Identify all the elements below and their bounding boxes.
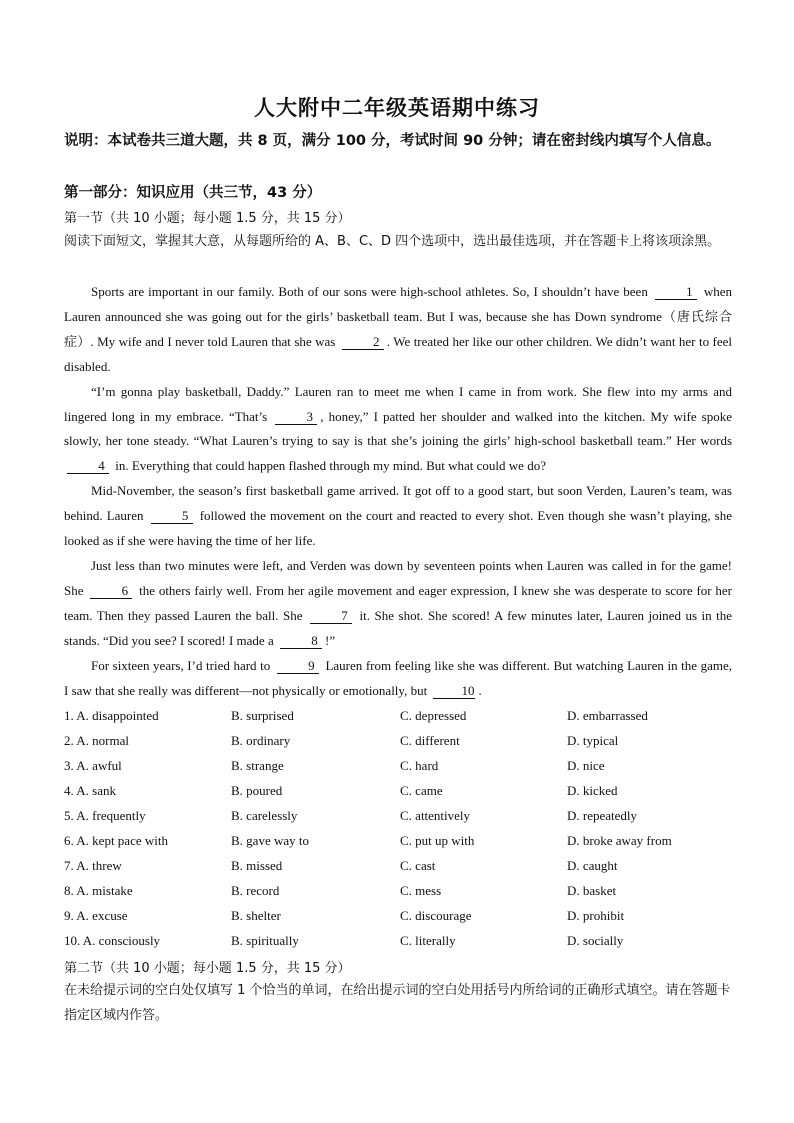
option-a: 5. A. frequently	[64, 807, 146, 823]
option-a: 7. A. threw	[64, 857, 122, 873]
option-row	[64, 928, 744, 953]
option-d: D. prohibit	[567, 907, 625, 923]
option-b: B. shelter	[231, 907, 281, 923]
option-row	[64, 728, 744, 753]
option-c: C. literally	[400, 932, 456, 948]
option-a: 8. A. mistake	[64, 882, 133, 898]
option-d: D. broke away from	[567, 832, 672, 848]
option-b: B. poured	[231, 782, 283, 798]
section2-header: 第二节（共 10 小题；每小题 1.5 分，共 15 分）	[64, 961, 351, 976]
paragraph: Mid-November, the season’s first basketball game arrived. It got off to a good start, but soon Verden, Lauren’s team, was behind. Lauren 5 followed the movement on the court and reacted to every shot. Even though she wasn’t playing, she looked as if she were having the time of her life.	[64, 483, 733, 549]
option-a: 9. A. excuse	[64, 907, 128, 923]
option-d: D. nice	[567, 757, 605, 773]
option-b: B. strange	[231, 757, 284, 773]
section1-header: 第一节（共 10 小题；每小题 1.5 分，共 15 分）	[64, 211, 351, 226]
paragraph: For sixteen years, I’d tried hard to 9 Lauren from feeling like she was different. But watching Lauren in the game, I saw that she really was different—not physically or emotionally, but 10 .	[64, 657, 733, 698]
option-row	[64, 853, 744, 878]
option-b: B. surprised	[231, 707, 294, 723]
option-a: 6. A. kept pace with	[64, 832, 168, 848]
option-a: 4. A. sank	[64, 782, 116, 798]
option-a: 3. A. awful	[64, 757, 122, 773]
option-b: B. record	[231, 882, 280, 898]
blank-8: 8	[280, 634, 322, 649]
option-a: 10. A. consciously	[64, 932, 161, 948]
option-b: B. spiritually	[231, 932, 299, 948]
option-d: D. embarrassed	[567, 707, 648, 723]
option-c: C. attentively	[400, 807, 471, 823]
exam-note: 说明：本试卷共三道大题，共 8 页，满分 100 分，考试时间 90 分钟；请在密封线内填写个人信息。	[64, 133, 721, 149]
option-d: D. caught	[567, 857, 618, 873]
option-c: C. cast	[400, 857, 436, 873]
option-c: C. hard	[400, 757, 439, 773]
part1-title: 第一部分：知识应用（共三节，43 分）	[64, 185, 322, 201]
option-b: B. gave way to	[231, 832, 309, 848]
option-a: 2. A. normal	[64, 732, 129, 748]
option-d: D. kicked	[567, 782, 618, 798]
paragraph: Sports are important in our family. Both of our sons were high-school athletes. So, I shouldn’t have been 1 when Lauren announced she was going out for the girls’ basketball team. But I was, because she has Down syndrome（唐氏综合症）. My wife and I never told Lauren that she was 2 . We treated her like our other children. We didn’t want her to feel disabled.	[64, 284, 732, 374]
paragraph: Just less than two minutes were left, and Verden was down by seventeen points when Lauren was called in for the game! She 6 the others fairly well. From her agile movement and eager expression, I knew she was desperate to score for her team. Then they passed Lauren the ball. She 7 it. She shot. She scored! A few minutes later, Lauren joined us in the stands. “Did you see? I scored! I made a 8 !”	[64, 557, 733, 648]
blank-7: 7	[310, 609, 352, 624]
blank-2: 2	[342, 335, 384, 350]
option-row	[64, 703, 744, 728]
section2-instructions: 在未给提示词的空白处仅填写 1 个恰当的单词，在给出提示词的空白处用括号内所给词的正确形式填空。请在答题卡指定区域内作答。	[64, 983, 731, 1023]
option-d: D. repeatedly	[567, 807, 638, 823]
option-row	[64, 903, 744, 928]
options-list	[64, 703, 744, 953]
section1-instructions: 阅读下面短文，掌握其大意，从每题所给的 A、B、C、D 四个选项中，选出最佳选项，并在答题卡上将该项涂黑。	[64, 234, 721, 249]
option-b: B. missed	[231, 857, 283, 873]
option-b: B. ordinary	[231, 732, 291, 748]
option-c: C. depressed	[400, 707, 467, 723]
option-row	[64, 778, 744, 803]
option-c: C. put up with	[400, 832, 475, 848]
page-title: 人大附中二年级英语期中练习	[254, 95, 540, 120]
option-row	[64, 878, 744, 903]
option-c: C. different	[400, 732, 460, 748]
blank-1: 1	[655, 285, 697, 300]
option-d: D. typical	[567, 732, 619, 748]
blank-6: 6	[90, 584, 132, 599]
blank-5: 5	[151, 509, 193, 524]
cloze-passage	[64, 280, 732, 703]
blank-9: 9	[277, 659, 319, 674]
option-d: D. basket	[567, 882, 617, 898]
option-d: D. socially	[567, 932, 624, 948]
option-b: B. carelessly	[231, 807, 298, 823]
blank-3: 3	[275, 410, 317, 425]
option-row	[64, 828, 744, 853]
option-c: C. mess	[400, 882, 442, 898]
blank-4: 4	[67, 459, 109, 474]
option-row	[64, 803, 744, 828]
option-a: 1. A. disappointed	[64, 707, 159, 723]
option-row	[64, 753, 744, 778]
option-c: C. discourage	[400, 907, 472, 923]
blank-10: 10	[433, 684, 475, 699]
option-c: C. came	[400, 782, 443, 798]
paragraph: “I’m gonna play basketball, Daddy.” Lauren ran to meet me when I came in from work. She flew into my arms and lingered long in my embrace. “That’s 3 , honey,” I patted her shoulder and walked into the kitchen. My wife spoke slowly, her tone steady. “What Lauren’s trying to say is that she’s joining the girls’ high-school basketball team.” Her words 4 in. Everything that could happen flashed through my mind. But what could we do?	[64, 383, 733, 474]
